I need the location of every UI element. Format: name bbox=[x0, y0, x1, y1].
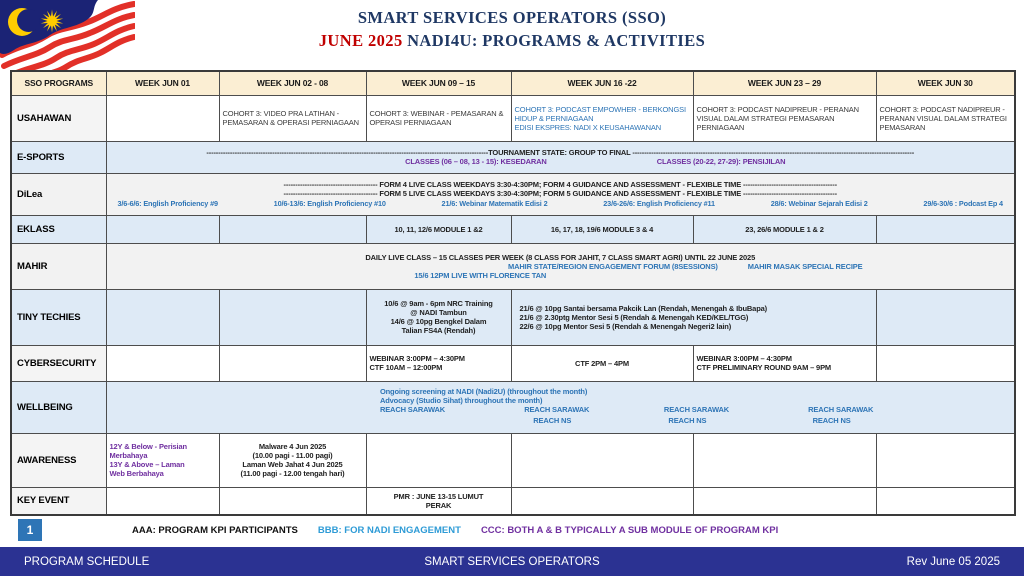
reach-ns-3: REACH NS bbox=[812, 416, 851, 425]
reach-sarawak-4: REACH SARAWAK bbox=[808, 405, 874, 414]
reach-sarawak-3: REACH SARAWAK bbox=[663, 405, 730, 414]
row-awareness bbox=[11, 433, 1015, 487]
reach-sarawak-1: REACH SARAWAK bbox=[379, 405, 446, 414]
cybersecurity-jun30-cell bbox=[876, 345, 1015, 381]
status-footer-bar bbox=[0, 547, 1024, 576]
esports-tournament-line: ------------------------------------------------------------------------------------------------------------------------TOURNAMENT STATE: GROUP TO FINAL ------------------------------------------------------------------------------------------------------------------------ bbox=[206, 148, 915, 157]
wellbeing-reach-ns-line bbox=[110, 416, 1012, 427]
key-event-jun16-22-cell bbox=[511, 487, 693, 515]
awareness-jun01-cell: 12Y & Below - Perisian Merbahaya 13Y & Above – Laman Web Berbahaya bbox=[106, 433, 219, 487]
header-week-jun-16-22: WEEK JUN 16 -22 bbox=[511, 71, 693, 95]
cybersecurity-jun02-08-cell bbox=[219, 345, 366, 381]
header-week-jun-02-08: WEEK JUN 02 - 08 bbox=[219, 71, 366, 95]
key-event-jun02-08-cell bbox=[219, 487, 366, 515]
awareness-label: AWARENESS bbox=[11, 433, 106, 487]
eklass-jun30-cell bbox=[876, 215, 1015, 243]
cybersecurity-jun01-cell bbox=[106, 345, 219, 381]
reach-ns-1: REACH NS bbox=[533, 416, 572, 425]
header-week-jun-09-15: WEEK JUN 09 – 15 bbox=[366, 71, 511, 95]
dilea-session-2: 10/6-13/6: English Proficiency #10 bbox=[273, 199, 386, 208]
mahir-live-line: 15/6 12PM LIVE WITH FLORENCE TAN bbox=[414, 270, 547, 280]
legend-bbb: BBB: FOR NADI ENGAGEMENT bbox=[317, 524, 461, 536]
wellbeing-screening-line: Ongoing screening at NADI (Nadi2U) (throughout the month) bbox=[379, 387, 588, 396]
subtitle-month: JUNE 2025 bbox=[318, 31, 403, 50]
key-event-jun01-cell bbox=[106, 487, 219, 515]
esports-classes-kesedaran: CLASSES (06 – 08, 13 - 15): KESEDARAN bbox=[405, 157, 547, 166]
mahir-daily-class-line: DAILY LIVE CLASS – 15 CLASSES PER WEEK (8 CLASS FOR JAHIT, 7 CLASS SMART AGRI) UNTIL 22 JUNE 2025 bbox=[365, 252, 756, 262]
eklass-jun16-22-cell: 16, 17, 18, 19/6 MODULE 3 & 4 bbox=[511, 215, 693, 243]
row-dilea bbox=[11, 173, 1015, 215]
mahir-label: MAHIR bbox=[11, 243, 106, 289]
wellbeing-content-cell bbox=[106, 381, 1015, 433]
eklass-jun02-08-cell bbox=[219, 215, 366, 243]
row-cybersecurity bbox=[11, 345, 1015, 381]
awareness-jun16-22-cell bbox=[511, 433, 693, 487]
page-title: SMART SERVICES OPERATORS (SSO) bbox=[357, 8, 667, 27]
mahir-forum-line bbox=[235, 262, 1016, 271]
awareness-jun09-15-cell bbox=[366, 433, 511, 487]
dilea-session-4: 23/6-26/6: English Proficiency #11 bbox=[603, 199, 715, 208]
reach-ns-2: REACH NS bbox=[668, 416, 707, 425]
dilea-form4-line: ---------------------------------------- FORM 4 LIVE CLASS WEEKDAYS 3:30-4:30PM; FORM 4 GUIDANCE AND ASSESSMENT - FLEXIBLE TIME ---------------------------------------- bbox=[283, 180, 837, 189]
wellbeing-advocacy-line: Advocacy (Studio Sihat) throughout the month) bbox=[379, 396, 543, 405]
usahawan-jun23-29-cell: COHORT 3: PODCAST NADIPREUR - PERANAN VISUAL DALAM STRATEGI PEMASARAN PERNIAGAAN bbox=[693, 95, 876, 141]
reach-sarawak-2: REACH SARAWAK bbox=[524, 405, 590, 414]
page-subtitle bbox=[0, 31, 1024, 51]
usahawan-jun16-22-cell: COHORT 3: PODCAST EMPOWHER - BERKONGSI HIDUP & PERNIAGAAN EDISI EKSPRES: NADI X KEUSAHAWANAN bbox=[511, 95, 693, 141]
cybersecurity-jun23-29-cell: WEBINAR 3:00PM – 4:30PM CTF PRELIMINARY ROUND 9AM – 9PM bbox=[693, 345, 876, 381]
mahir-masak-text: MAHIR MASAK SPECIAL RECIPE bbox=[747, 261, 863, 271]
usahawan-jun09-15-cell: COHORT 3: WEBINAR - PEMASARAN & OPERASI PERNIAGAAN bbox=[366, 95, 511, 141]
dilea-session-5: 28/6: Webinar Sejarah Edisi 2 bbox=[770, 199, 868, 208]
eklass-jun09-15-cell: 10, 11, 12/6 MODULE 1 &2 bbox=[366, 215, 511, 243]
tiny-techies-jun01-cell bbox=[106, 289, 219, 345]
key-event-jun30-cell bbox=[876, 487, 1015, 515]
usahawan-jun30-cell: COHORT 3: PODCAST NADIPREUR - PERANAN VISUAL DALAM STRATEGI PEMASARAN bbox=[876, 95, 1015, 141]
header-week-jun-30: WEEK JUN 30 bbox=[876, 71, 1015, 95]
row-wellbeing bbox=[11, 381, 1015, 433]
dilea-form5-line: ---------------------------------------- FORM 5 LIVE CLASS WEEKDAYS 3:30-4:30PM; FORM 5 GUIDANCE AND ASSESSMENT - FLEXIBLE TIME ---------------------------------------- bbox=[283, 189, 837, 198]
tiny-techies-jun16-29-cell: 21/6 @ 10pg Santai bersama Pakcik Lan (Rendah, Menengah & IbuBapa) 21/6 @ 2.30ptg Mentor Sesi 5 (Rendah & Menengah KED/KEL/TGG) 22/6 @ 10pg Mentor Sesi 5 (Rendah & Menengah Negeri2 lain) bbox=[511, 289, 876, 345]
key-event-jun23-29-cell bbox=[693, 487, 876, 515]
wellbeing-label: WELLBEING bbox=[11, 381, 106, 433]
dilea-session-3: 21/6: Webinar Matematik Edisi 2 bbox=[441, 199, 548, 208]
dilea-label: DiLea bbox=[11, 173, 106, 215]
legend-aaa: AAA: PROGRAM KPI PARTICIPANTS bbox=[132, 524, 298, 536]
program-schedule-table bbox=[10, 70, 1016, 516]
footer-center-label: SMART SERVICES OPERATORS bbox=[424, 555, 600, 568]
tiny-techies-jun30-cell bbox=[876, 289, 1015, 345]
tiny-techies-jun02-08-cell bbox=[219, 289, 366, 345]
mahir-content-cell bbox=[106, 243, 1015, 289]
subtitle-rest: NADI4U: PROGRAMS & ACTIVITIES bbox=[402, 31, 706, 50]
dilea-content-cell bbox=[106, 173, 1015, 215]
legend-row bbox=[10, 518, 1014, 542]
usahawan-label: USAHAWAN bbox=[11, 95, 106, 141]
row-tiny-techies bbox=[11, 289, 1015, 345]
row-eklass bbox=[11, 215, 1015, 243]
mahir-forum-text: MAHIR STATE/REGION ENGAGEMENT FORUM (8SESSIONS) bbox=[508, 261, 718, 271]
row-mahir bbox=[11, 243, 1015, 289]
header-week-jun-23-29: WEEK JUN 23 – 29 bbox=[693, 71, 876, 95]
esports-classes-pensijilan: CLASSES (20-22, 27-29): PENSIJILAN bbox=[656, 157, 786, 166]
dilea-session-1: 3/6-6/6: English Proficiency #9 bbox=[117, 199, 218, 208]
usahawan-jun02-08-cell: COHORT 3: VIDEO PRA LATIHAN - PEMASARAN & OPERASI PERNIAGAAN bbox=[219, 95, 366, 141]
tiny-techies-jun09-15-cell: 10/6 @ 9am - 6pm NRC Training @ NADI Tambun 14/6 @ 10pg Bengkel Dalam Talian FS4A (Rendah) bbox=[366, 289, 511, 345]
page-number-badge: 1 bbox=[18, 519, 42, 541]
eklass-jun23-29-cell: 23, 26/6 MODULE 1 & 2 bbox=[693, 215, 876, 243]
usahawan-jun01-cell bbox=[106, 95, 219, 141]
footer-revision-label: Rev June 05 2025 bbox=[906, 555, 1000, 568]
dilea-session-6: 29/6-30/6 : Podcast Ep 4 bbox=[923, 199, 1003, 208]
esports-content-cell bbox=[106, 141, 1015, 173]
slide-title-block bbox=[0, 8, 1024, 51]
cybersecurity-label: CYBERSECURITY bbox=[11, 345, 106, 381]
row-key-event bbox=[11, 487, 1015, 515]
awareness-jun02-08-cell: Malware 4 Jun 2025 (10.00 pagi - 11.00 pagi) Laman Web Jahat 4 Jun 2025 (11.00 pagi - 12.00 tengah hari) bbox=[219, 433, 366, 487]
header-sso-programs: SSO PROGRAMS bbox=[11, 71, 106, 95]
wellbeing-reach-sarawak-line bbox=[110, 405, 1012, 416]
cybersecurity-jun16-22-cell: CTF 2PM – 4PM bbox=[511, 345, 693, 381]
cybersecurity-jun09-15-cell: WEBINAR 3:00PM – 4:30PM CTF 10AM – 12:00PM bbox=[366, 345, 511, 381]
esports-label: E-SPORTS bbox=[11, 141, 106, 173]
footer-left-label: PROGRAM SCHEDULE bbox=[24, 555, 150, 568]
header-row bbox=[11, 71, 1015, 95]
key-event-jun09-15-cell: PMR : JUNE 13-15 LUMUT PERAK bbox=[366, 487, 511, 515]
header-week-jun-01: WEEK JUN 01 bbox=[106, 71, 219, 95]
eklass-label: EKLASS bbox=[11, 215, 106, 243]
legend-ccc: CCC: BOTH A & B TYPICALLY A SUB MODULE OF PROGRAM KPI bbox=[480, 524, 779, 536]
tiny-techies-label: TINY TECHIES bbox=[11, 289, 106, 345]
awareness-jun30-cell bbox=[876, 433, 1015, 487]
eklass-jun01-cell bbox=[106, 215, 219, 243]
row-usahawan bbox=[11, 95, 1015, 141]
dilea-sessions-line bbox=[110, 199, 1012, 208]
esports-classes-line bbox=[145, 157, 1016, 166]
awareness-jun23-29-cell bbox=[693, 433, 876, 487]
key-event-label: KEY EVENT bbox=[11, 487, 106, 515]
row-esports bbox=[11, 141, 1015, 173]
